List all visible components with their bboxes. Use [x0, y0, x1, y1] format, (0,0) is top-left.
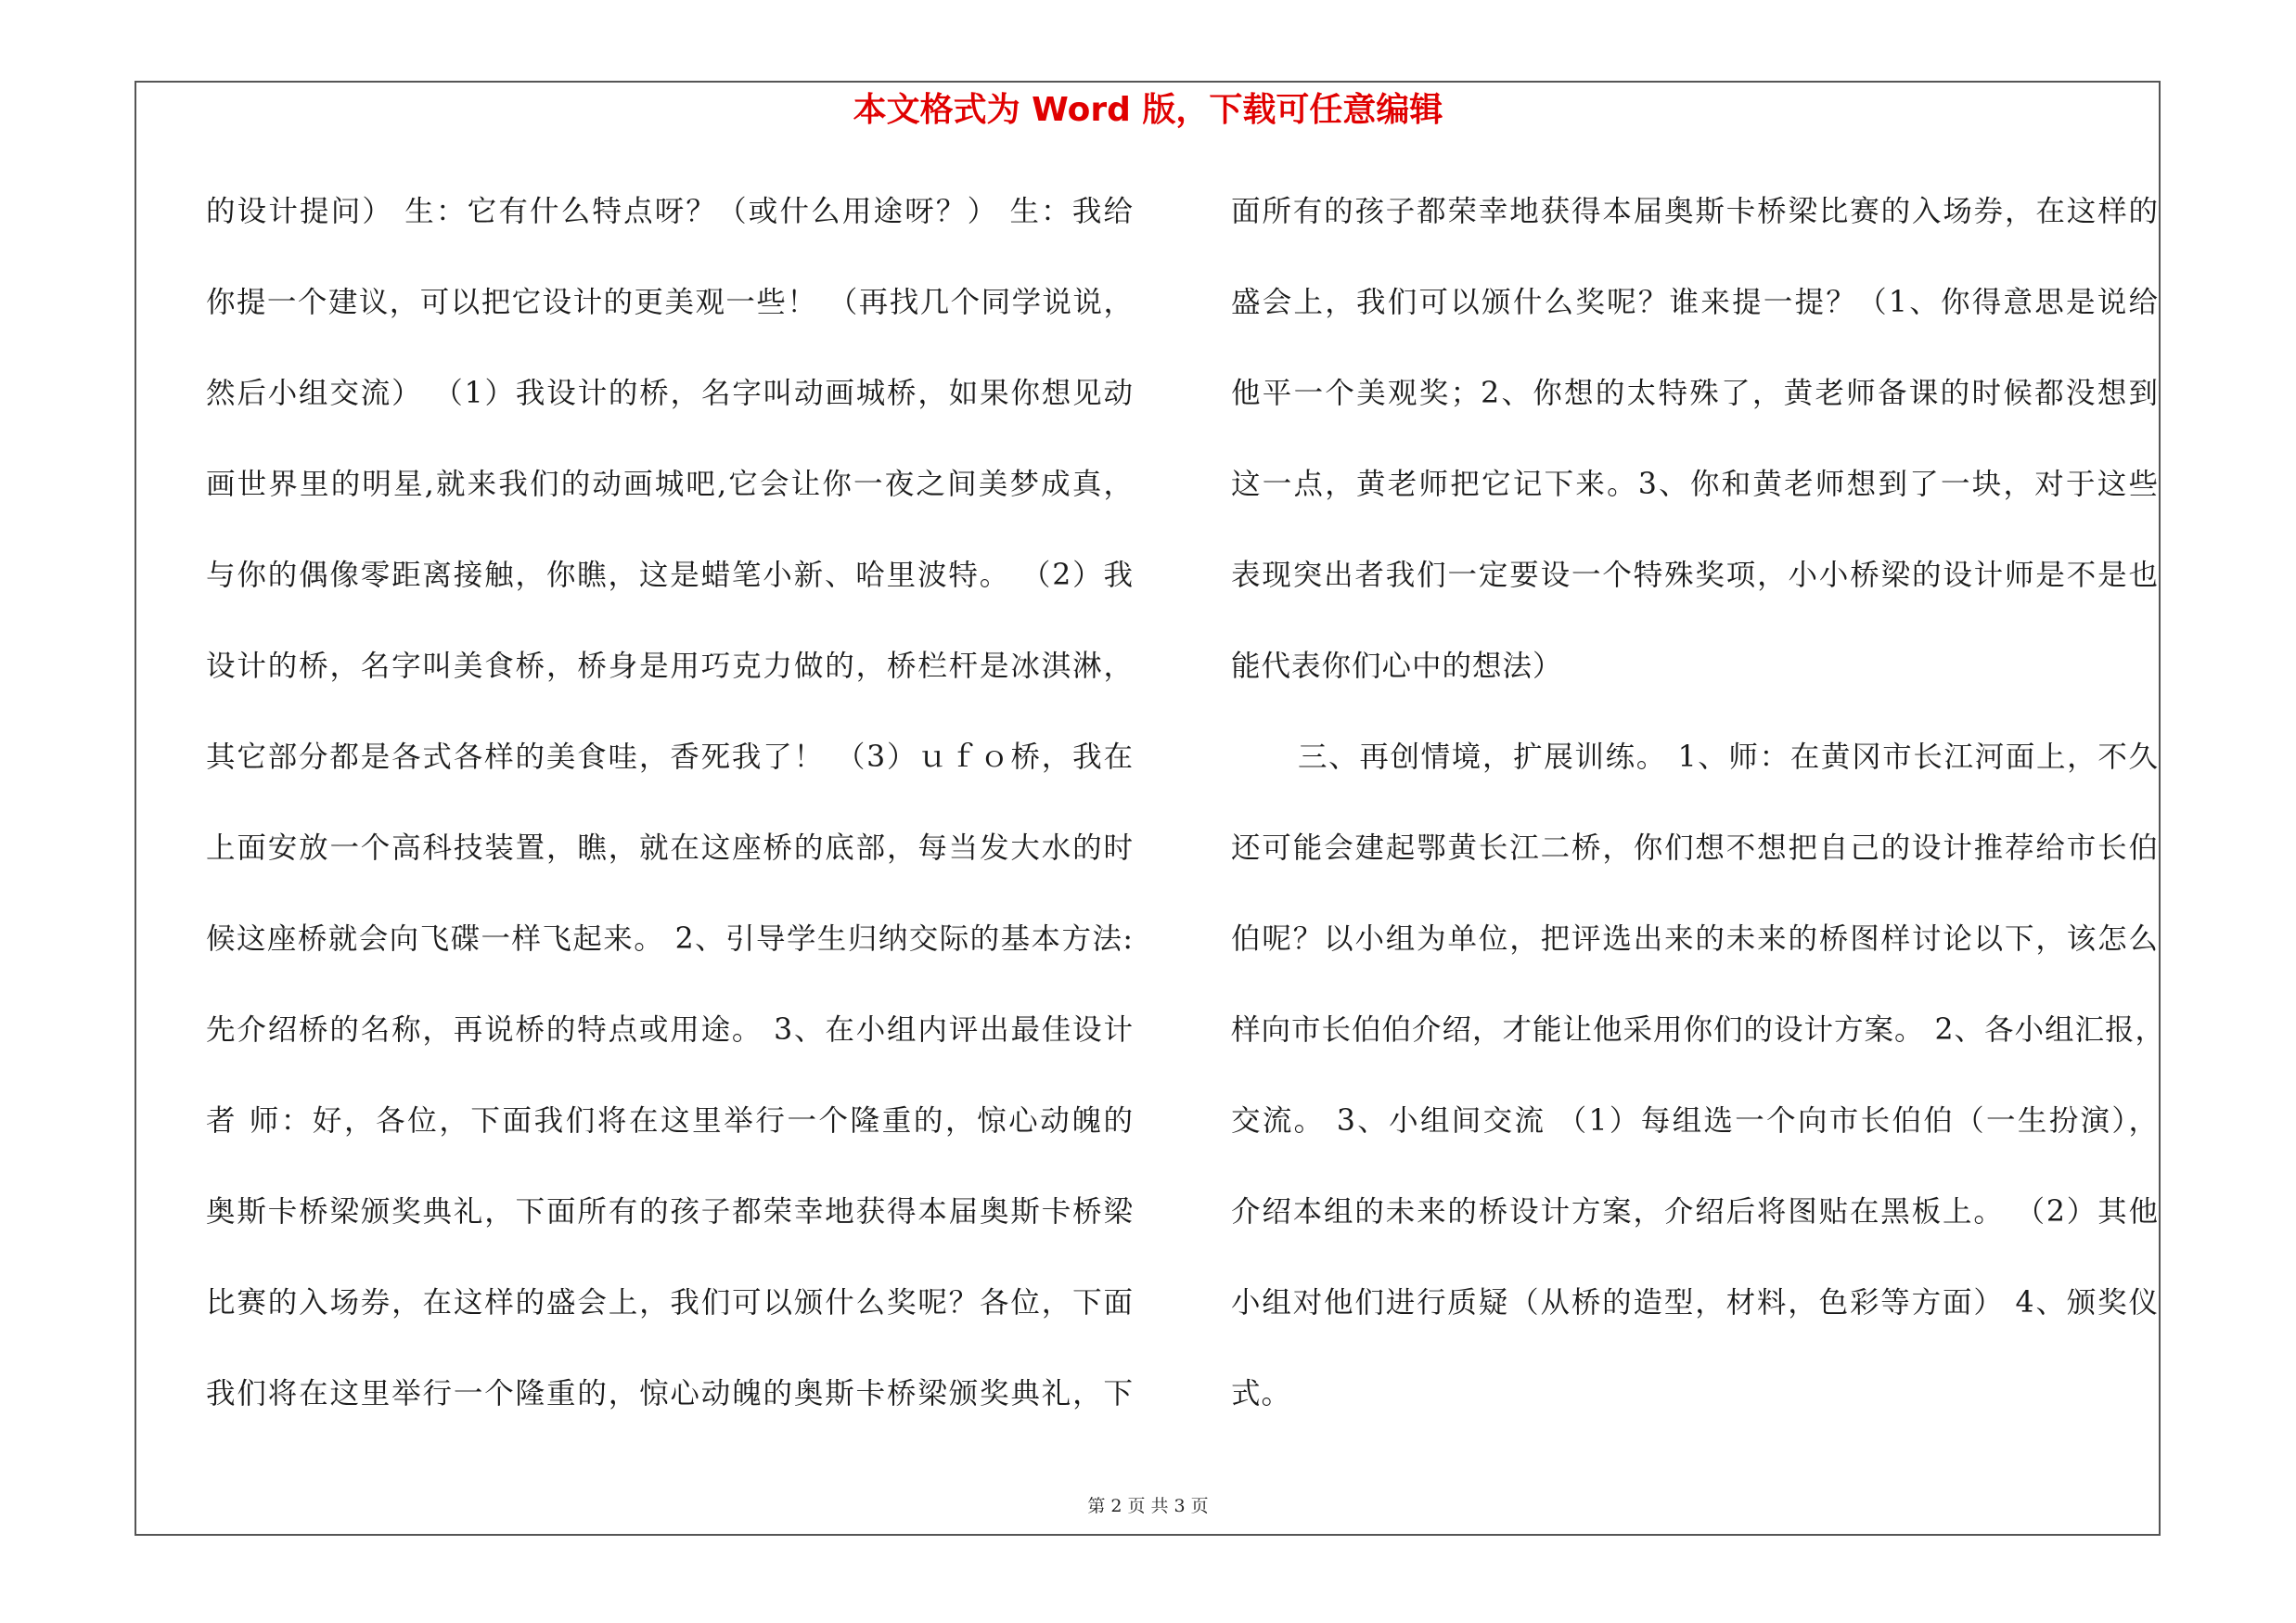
text-line: 然后小组交流） （1）我设计的桥，名字叫动画城桥，如果你想见动 — [206, 377, 1134, 410]
text-line: 盛会上，我们可以颁什么奖呢？谁来提一提？（1、你得意思是说给 — [1231, 286, 2159, 319]
text-line: 小组对他们进行质疑（从桥的造型，材料，色彩等方面） 4、颁奖仪 — [1231, 1286, 2159, 1320]
text-line: 样向市长伯伯介绍，才能让他采用你们的设计方案。 2、各小组汇报， — [1231, 1013, 2166, 1047]
text-line: 还可能会建起鄂黄长江二桥，你们想不想把自己的设计推荐给市长伯 — [1231, 831, 2159, 865]
text-line: 比赛的入场券，在这样的盛会上，我们可以颁什么奖呢？各位，下面 — [206, 1286, 1134, 1320]
section-heading-line: 三、再创情境，扩展训练。 1、师：在黄冈市长江河面上，不久 — [1298, 741, 2159, 774]
text-line: 设计的桥，名字叫美食桥，桥身是用巧克力做的，桥栏杆是冰淇淋， — [206, 650, 1134, 683]
text-line: 表现突出者我们一定要设一个特殊奖项，小小桥梁的设计师是不是也 — [1231, 559, 2159, 592]
text-line: 面所有的孩子都荣幸地获得本届奥斯卡桥梁比赛的入场券，在这样的 — [1231, 195, 2159, 228]
text-line: 介绍本组的未来的桥设计方案，介绍后将图贴在黑板上。 （2）其他 — [1231, 1195, 2159, 1229]
text-line: 与你的偶像零距离接触，你瞧，这是蜡笔小新、哈里波特。 （2）我 — [206, 559, 1134, 592]
text-line: 我们将在这里举行一个隆重的，惊心动魄的奥斯卡桥梁颁奖典礼，下 — [206, 1377, 1134, 1410]
left-text-column — [206, 182, 1134, 1455]
text-line: 他平一个美观奖；2、你想的太特殊了，黄老师备课的时候都没想到 — [1231, 377, 2159, 410]
text-line: 候这座桥就会向飞碟一样飞起来。 2、引导学生归纳交际的基本方法: — [206, 922, 1134, 956]
text-line: 上面安放一个高科技装置，瞧，就在这座桥的底部，每当发大水的时 — [206, 831, 1134, 865]
text-line: 能代表你们心中的想法） — [1231, 650, 1563, 683]
right-text-column — [1231, 182, 2166, 1455]
text-line: 奥斯卡桥梁颁奖典礼，下面所有的孩子都荣幸地获得本届奥斯卡桥梁 — [206, 1195, 1134, 1229]
text-line: 这一点，黄老师把它记下来。3、你和黄老师想到了一块，对于这些 — [1231, 468, 2159, 501]
text-line: 其它部分都是各式各样的美食哇，香死我了！ （3）ｕｆｏ桥，我在 — [206, 741, 1134, 774]
text-line: 的设计提问） 生：它有什么特点呀？（或什么用途呀？） 生：我给 — [206, 195, 1134, 228]
text-line: 者 师：好，各位，下面我们将在这里举行一个隆重的，惊心动魄的 — [206, 1104, 1134, 1138]
document-header-title: 本文格式为 Word 版，下载可任意编辑 — [853, 91, 1443, 129]
text-line: 先介绍桥的名称，再说桥的特点或用途。 3、在小组内评出最佳设计 — [206, 1013, 1134, 1047]
text-line: 式。 — [1231, 1377, 1292, 1410]
page-number-footer: 第 2 页 共 3 页 — [1087, 1496, 1209, 1516]
text-line: 你提一个建议，可以把它设计的更美观一些！ （再找几个同学说说， — [206, 286, 1134, 319]
text-line: 伯呢？以小组为单位，把评选出来的未来的桥图样讨论以下，该怎么 — [1231, 922, 2159, 956]
text-line: 画世界里的明星,就来我们的动画城吧,它会让你一夜之间美梦成真， — [206, 468, 1134, 501]
text-line: 交流。 3、小组间交流 （1）每组选一个向市长伯伯（一生扮演）， — [1231, 1104, 2159, 1138]
